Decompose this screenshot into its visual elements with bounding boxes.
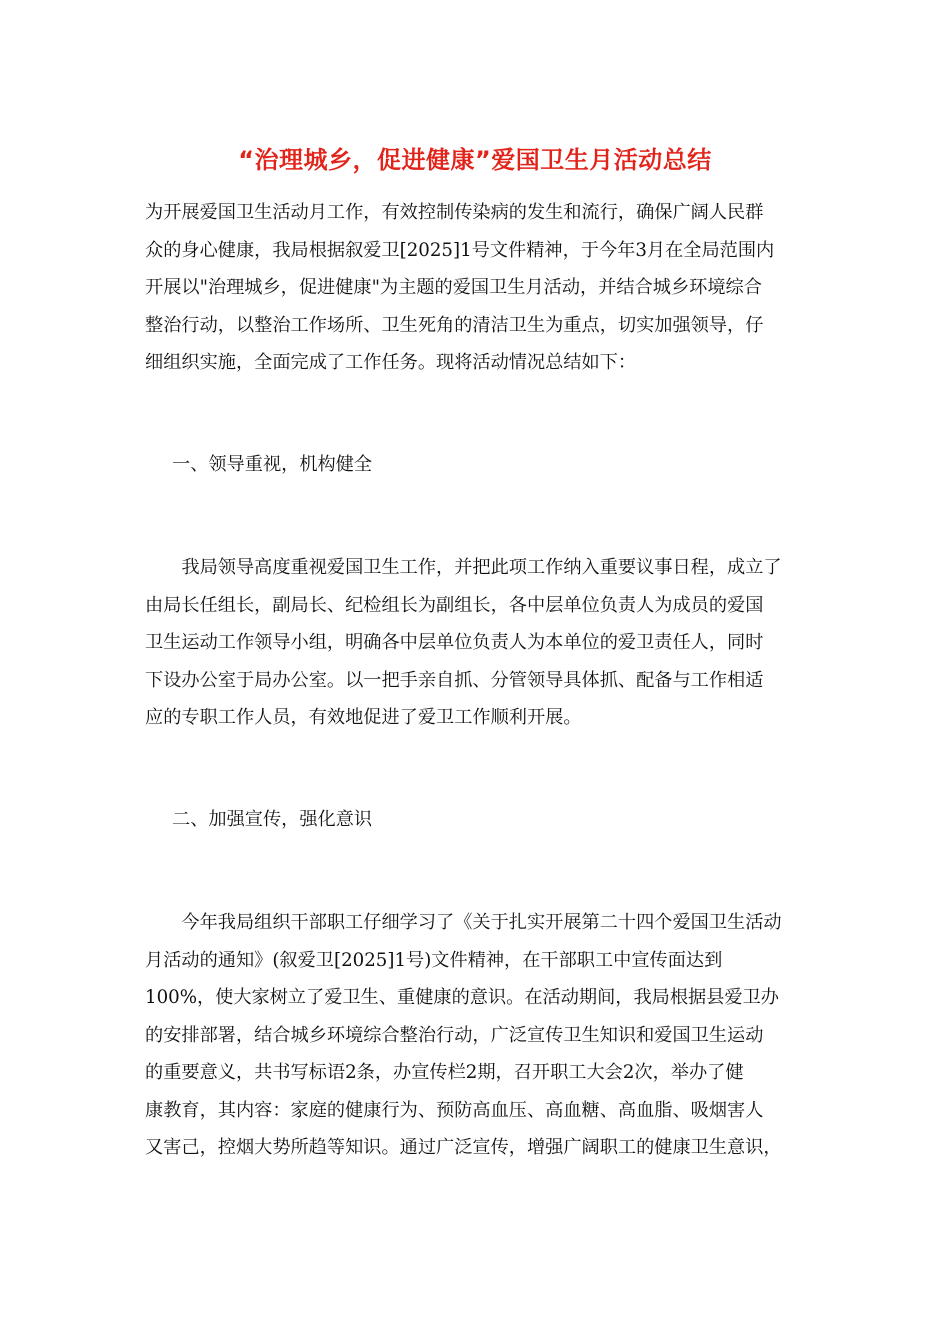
section-heading-2: 二、加强宣传，强化意识 — [172, 809, 373, 830]
paragraph-line: 的重要意义，共书写标语2条，办宣传栏2期，召开职工大会2次，举办了健 — [145, 1062, 744, 1083]
paragraph-line: 开展以"治理城乡，促进健康"为主题的爱国卫生月活动，并结合城乡环境综合 — [145, 277, 762, 298]
section-1-paragraph — [145, 549, 810, 737]
paragraph-line: 我局领导高度重视爱国卫生工作，并把此项工作纳入重要议事日程，成立了 — [145, 557, 782, 578]
paragraph-line: 为开展爱国卫生活动月工作，有效控制传染病的发生和流行，确保广阔人民群 — [145, 202, 764, 223]
section-2-paragraph — [145, 904, 810, 1167]
document-title: “治理城乡，促进健康”爱国卫生月活动总结 — [238, 146, 712, 174]
paragraph-line: 的安排部署，结合城乡环境综合整治行动，广泛宣传卫生知识和爱国卫生运动 — [145, 1024, 764, 1046]
paragraph-line: 卫生运动工作领导小组，明确各中层单位负责人为本单位的爱卫责任人，同时 — [145, 632, 764, 653]
paragraph-line: 应的专职工作人员，有效地促进了爱卫工作顺利开展。 — [145, 707, 582, 728]
intro-paragraph — [145, 194, 810, 382]
paragraph-line: 月活动的通知》(叙爱卫[2025]1号)文件精神，在干部职工中宣传面达到 — [145, 949, 723, 971]
section-heading-1: 一、领导重视，机构健全 — [172, 454, 373, 475]
paragraph-line: 整治行动，以整治工作场所、卫生死角的清洁卫生为重点，切实加强领导，仔 — [145, 314, 764, 336]
paragraph-line: 康教育，其内容：家庭的健康行为、预防高血压、高血糖、高血脂、吸烟害人 — [145, 1099, 764, 1121]
paragraph-line: 又害己，控烟大势所趋等知识。通过广泛宣传，增强广阔职工的健康卫生意识， — [145, 1137, 782, 1158]
paragraph-line: 100%，使大家树立了爱卫生、重健康的意识。在活动期间，我局根据县爱卫办 — [145, 987, 779, 1008]
paragraph-line: 下设办公室于局办公室。以一把手亲自抓、分管领导具体抓、配备与工作相适 — [145, 669, 764, 691]
paragraph-line: 由局长任组长，副局长、纪检组长为副组长，各中层单位负责人为成员的爱国 — [145, 594, 764, 616]
paragraph-line: 众的身心健康，我局根据叙爱卫[2025]1号文件精神，于今年3月在全局范围内 — [145, 239, 775, 261]
paragraph-line: 细组织实施，全面完成了工作任务。现将活动情况总结如下： — [145, 352, 637, 373]
paragraph-line: 今年我局组织干部职工仔细学习了《关于扎实开展第二十四个爱国卫生活动 — [145, 912, 782, 933]
